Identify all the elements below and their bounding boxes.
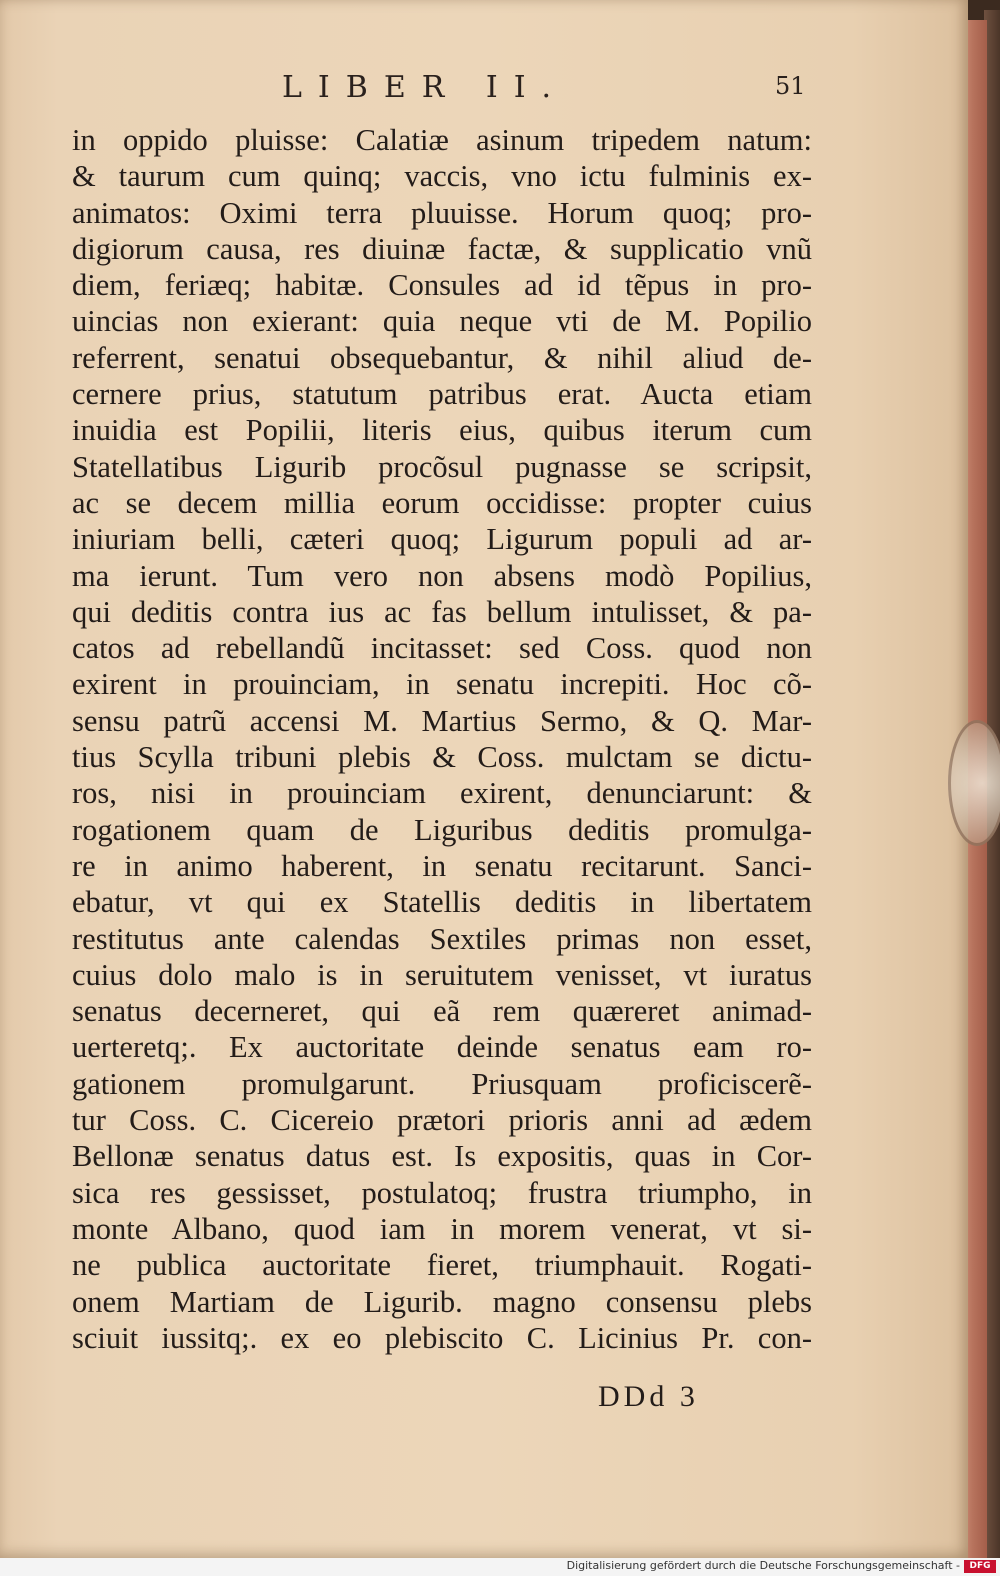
text-line: re in animo haberent, in senatu recitarunt. Sanci- xyxy=(72,848,812,883)
text-line: monte Albano, quod iam in morem venerat, vt si- xyxy=(72,1211,812,1246)
text-line: gationem promulgarunt. Priusquam proficiscerẽ- xyxy=(72,1066,812,1101)
text-line: sensu patrũ accensi M. Martius Sermo, & Q. Mar- xyxy=(72,703,812,738)
text-line: iniuriam belli, cæteri quoq; Ligurum populi ad ar- xyxy=(72,522,812,557)
digitization-credit: Digitalisierung gefördert durch die Deutsche Forschungsgemeinschaft - xyxy=(566,1559,960,1572)
text-line: onem Martiam de Ligurib. magno consensu plebs xyxy=(72,1284,812,1319)
text-line: restitutus ante calendas Sextiles primas non esset, xyxy=(72,921,812,956)
text-line: referrent, senatui obsequebantur, & nihil aliud de- xyxy=(72,340,812,375)
text-line: uerteretq;. Ex auctoritate deinde senatus eam ro- xyxy=(72,1030,812,1065)
signature-mark: DDd 3 xyxy=(598,1380,699,1413)
text-line: ma ierunt. Tum vero non absens modò Popilius, xyxy=(72,558,812,593)
page-header xyxy=(0,70,968,110)
text-line: cernere prius, statutum patribus erat. Aucta etiam xyxy=(72,377,812,412)
body-text xyxy=(72,122,812,1356)
text-line: exirent in prouinciam, in senatu increpiti. Hoc cõ- xyxy=(72,667,812,702)
text-line: diem, feriæq; habitæ. Consules ad id tẽpus in pro- xyxy=(72,268,812,303)
text-line: Statellatibus Ligurib procõsul pugnasse se scripsit, xyxy=(72,449,812,484)
book-clasp xyxy=(948,720,1000,846)
text-line: Bellonæ senatus datus est. Is expositis, quas in Cor- xyxy=(72,1139,812,1174)
text-line: qui deditis contra ius ac fas bellum intulisset, & pa- xyxy=(72,594,812,629)
text-line: in oppido pluisse: Calatiæ asinum tripedem natum: xyxy=(72,123,812,157)
text-line: catos ad rebellandũ incitasset: sed Coss. quod non xyxy=(72,631,812,666)
text-line: cuius dolo malo is in seruitutem venisset, vt iuratus xyxy=(72,957,812,992)
text-line: inuidia est Popilii, literis eius, quibus iterum cum xyxy=(72,413,812,448)
running-head: LIBER II. xyxy=(282,70,568,105)
text-line: animatos: Oximi terra pluuisse. Horum quoq; pro- xyxy=(72,195,812,230)
text-line: ebatur, vt qui ex Statellis deditis in libertatem xyxy=(72,885,812,920)
text-line: digiorum causa, res diuinæ factæ, & supplicatio vnũ xyxy=(72,231,812,266)
text-line: rogationem quam de Liguribus deditis promulga- xyxy=(72,812,812,847)
text-line: ros, nisi in prouinciam exirent, denunciarunt: & xyxy=(72,776,812,811)
text-line: sica res gessisset, postulatoq; frustra triumpho, in xyxy=(72,1175,812,1210)
text-line: uincias non exierant: quia neque vti de M. Popilio xyxy=(72,304,812,339)
text-line: tius Scylla tribuni plebis & Coss. mulctam se dictu- xyxy=(72,740,812,775)
text-line: senatus decerneret, qui eã rem quæreret animad- xyxy=(72,994,812,1029)
text-line: tur Coss. C. Cicereio prætori prioris anni ad ædem xyxy=(72,1103,812,1138)
dfg-logo-icon: DFG xyxy=(964,1560,996,1573)
text-line: & taurum cum quinq; vaccis, vno ictu fulminis ex- xyxy=(72,159,812,194)
digitization-footer xyxy=(0,1558,1000,1576)
page-number: 51 xyxy=(775,72,806,100)
text-line: sciuit iussitq;. ex eo plebiscito C. Licinius Pr. con- xyxy=(72,1320,812,1355)
text-line: ne publica auctoritate fieret, triumphauit. Rogati- xyxy=(72,1248,812,1283)
text-line: ac se decem millia eorum occidisse: propter cuius xyxy=(72,485,812,520)
